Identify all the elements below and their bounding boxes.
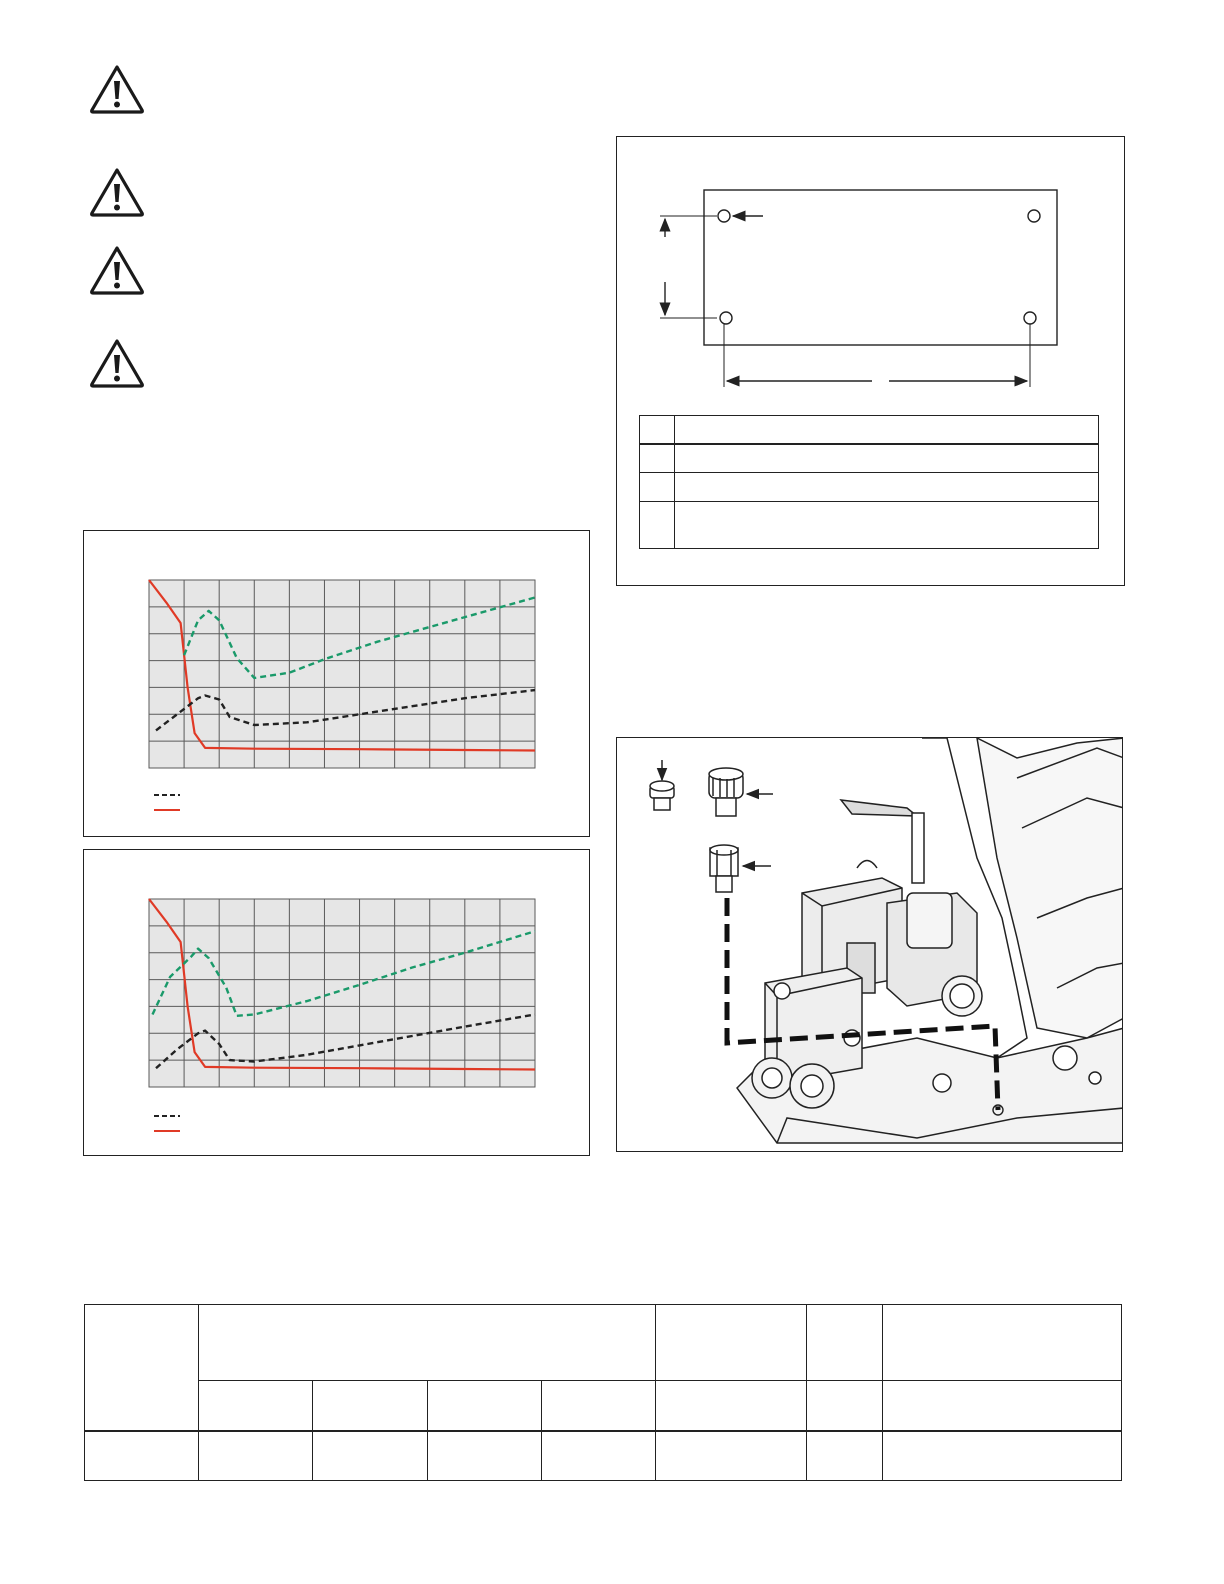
filler-cap-fitting [709, 768, 773, 816]
mounting-table [639, 415, 1099, 549]
chart-2 [84, 850, 591, 1157]
mounting-table-row [640, 444, 1099, 473]
mounting-hole [1028, 210, 1040, 222]
spec-table-subheader-cell [883, 1381, 1122, 1431]
mounting-plate [704, 190, 1057, 345]
spec-table-cell [85, 1431, 199, 1481]
spec-table-cell [199, 1431, 313, 1481]
spec-table-cell [807, 1431, 883, 1481]
mounting-hole [1024, 312, 1036, 324]
spec-table-cell [883, 1431, 1122, 1481]
warning-triangle-icon [89, 338, 145, 388]
solenoid-valve [887, 893, 982, 1016]
spec-table-cell [313, 1431, 427, 1481]
chart-panel-1 [83, 530, 590, 837]
mounting-table-key [640, 502, 675, 549]
spec-table-subheader-cell [199, 1381, 313, 1431]
hex-adapter-fitting [710, 845, 771, 892]
spec-table-subheader-cell [427, 1381, 541, 1431]
spec-table-subheader-cell [656, 1381, 807, 1431]
breather-cap-fitting [650, 760, 674, 810]
spec-table-cell [427, 1431, 541, 1481]
release-lever [841, 800, 924, 883]
spec-table [84, 1304, 1122, 1481]
warning-triangle-icon [89, 64, 145, 114]
warning-triangle-icon [89, 245, 145, 295]
mounting-hole [718, 210, 730, 222]
warning-triangle-icon [89, 167, 145, 217]
spec-table-cell [656, 1431, 807, 1481]
mounting-table-row [640, 416, 1099, 444]
pump-drawing-panel [616, 737, 1123, 1152]
plot-area [149, 580, 535, 768]
spec-table-header-cell [883, 1305, 1122, 1381]
mounting-table-value [675, 502, 1099, 549]
spec-table-subheader-cell [541, 1381, 655, 1431]
mounting-hole [720, 312, 732, 324]
mounting-diagram-panel [616, 136, 1125, 586]
spec-table-header-cell [199, 1305, 656, 1381]
mounting-table-key [640, 444, 675, 473]
mounting-table-value [675, 473, 1099, 502]
mounting-table-row [640, 502, 1099, 549]
spec-table-header-cell [656, 1305, 807, 1381]
mounting-table-row [640, 473, 1099, 502]
spec-table-subheader-cell [807, 1381, 883, 1431]
spec-table-cell [541, 1431, 655, 1481]
spec-table-header-cell [85, 1305, 199, 1431]
mounting-table-key [640, 473, 675, 502]
mounting-table-value [675, 444, 1099, 473]
plot-area [149, 899, 535, 1087]
chart-panel-2 [83, 849, 590, 1156]
spec-table-subheader-cell [313, 1381, 427, 1431]
pump-drawing [617, 738, 1123, 1152]
spec-table-header-cell [807, 1305, 883, 1381]
mounting-table-value [675, 416, 1099, 444]
mounting-table-key [640, 416, 675, 444]
chart-1 [84, 531, 591, 838]
